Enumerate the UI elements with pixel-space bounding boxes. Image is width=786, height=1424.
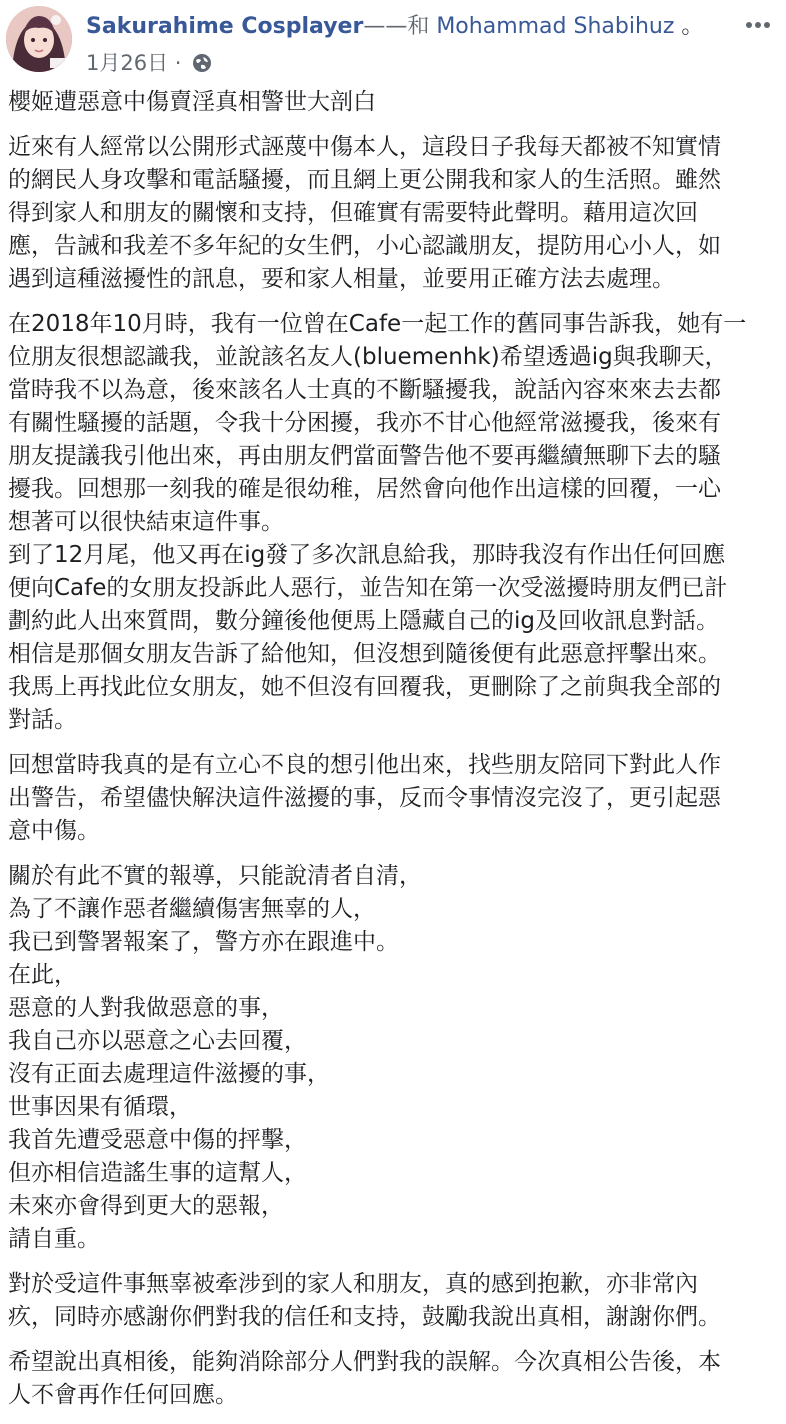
text-line: 位朋友很想認識我，並說該名友人(bluemenhk)希望透過ig與我聊天，	[8, 344, 728, 370]
text-line: 想著可以很快結束這件事。	[8, 509, 284, 535]
with-text: ——和	[363, 14, 430, 39]
text-line: 朋友提議我引他出來，再由朋友們當面警告他不要再繼續無聊下去的騷	[8, 443, 721, 469]
text-line: 惡意的人對我做惡意的事，	[8, 995, 284, 1021]
text-line: 我馬上再找此位女朋友，她不但沒有回覆我，更刪除了之前與我全部的	[8, 674, 721, 700]
text-line: 有關性騷擾的話題，令我十分困擾，我亦不甘心他經常滋擾我，後來有	[8, 410, 721, 436]
post-title-paragraph	[8, 86, 778, 119]
text-line: 劃約此人出來質問，數分鐘後他便馬上隱藏自己的ig及回收訊息對話。	[8, 608, 719, 634]
text-line: 未來亦會得到更大的惡報，	[8, 1193, 284, 1219]
text-line: 我首先遭受惡意中傷的抨擊，	[8, 1127, 307, 1153]
post-title: 櫻姬遭惡意中傷賣淫真相警世大剖白	[8, 89, 376, 115]
text-line: 到了12月尾，他又再在ig發了多次訊息給我，那時我沒有作出任何回應	[8, 542, 726, 568]
more-options-button[interactable]	[740, 10, 776, 40]
text-line: 對於受這件事無辜被牽涉到的家人和朋友，真的感到抱歉，亦非常內	[8, 1271, 698, 1297]
text-line: 的網民人身攻擊和電話騷擾，而且網上更公開我和家人的生活照。雖然	[8, 167, 721, 193]
text-line: 回想當時我真的是有立心不良的想引他出來，找些朋友陪同下對此人作	[8, 752, 721, 778]
text-line: 對話。	[8, 707, 77, 733]
header-end-mark: 。	[681, 14, 704, 39]
text-line: 希望說出真相後，能夠消除部分人們對我的誤解。今次真相公告後，本	[8, 1349, 721, 1375]
post-date-link[interactable]: 1月26日	[86, 51, 169, 75]
text-line: 我自己亦以惡意之心去回覆，	[8, 1028, 307, 1054]
post-meta	[86, 48, 212, 78]
author-name-link[interactable]: Sakurahime Cosplayer	[86, 14, 364, 39]
text-line: 意中傷。	[8, 818, 100, 844]
post-body	[8, 86, 778, 1424]
text-line: 疚，同時亦感謝你們對我的信任和支持，鼓勵我說出真相，謝謝你們。	[8, 1304, 721, 1330]
paragraph-5	[8, 1268, 778, 1334]
avatar-image	[6, 6, 72, 72]
text-line: 關於有此不實的報導，只能說清者自清，	[8, 863, 422, 889]
text-line: 為了不讓作惡者繼續傷害無辜的人，	[8, 896, 376, 922]
paragraph-4	[8, 860, 778, 1256]
globe-icon	[192, 51, 212, 81]
author-avatar[interactable]	[6, 6, 72, 72]
paragraph-6	[8, 1346, 778, 1412]
text-line: 得到家人和朋友的關懷和支持，但確實有需要特此聲明。藉用這次回	[8, 200, 698, 226]
tagged-person-link[interactable]: Mohammad Shabihuz	[436, 14, 675, 39]
text-line: 應，告誡和我差不多年紀的女生們，小心認識朋友，提防用心小人，如	[8, 233, 721, 259]
paragraph-3	[8, 749, 778, 848]
more-dots-icon	[740, 10, 776, 40]
text-line: 出警告，希望儘快解決這件滋擾的事，反而令事情沒完沒了，更引起惡	[8, 785, 721, 811]
text-line: 近來有人經常以公開形式誣蔑中傷本人，這段日子我每天都被不知實情	[8, 134, 721, 160]
text-line: 當時我不以為意，後來該名人士真的不斷騷擾我，說話內容來來去去都	[8, 377, 721, 403]
text-line: 在2018年10月時，我有一位曾在Cafe一起工作的舊同事告訴我，她有一	[8, 311, 747, 337]
paragraph-1	[8, 131, 778, 296]
text-line: 但亦相信造謠生事的這幫人，	[8, 1160, 307, 1186]
text-line: 世事因果有循環，	[8, 1094, 192, 1120]
text-line: 沒有正面去處理這件滋擾的事，	[8, 1061, 330, 1087]
text-line: 請自重。	[8, 1226, 100, 1252]
paragraph-2	[8, 308, 778, 737]
text-line: 我已到警署報案了，警方亦在跟進中。	[8, 929, 399, 955]
text-line: 擾我。回想那一刻我的確是很幼稚，居然會向他作出這樣的回覆，一心	[8, 476, 721, 502]
text-line: 便向Cafe的女朋友投訴此人惡行，並告知在第一次受滋擾時朋友們已計	[8, 575, 728, 601]
meta-separator: ·	[174, 51, 182, 75]
text-line: 在此，	[8, 962, 77, 988]
text-line: 遇到這種滋擾性的訊息，要和家人相量，並要用正確方法去處理。	[8, 266, 675, 292]
text-line: 人不會再作任何回應。	[8, 1382, 238, 1408]
post-header	[86, 10, 776, 44]
text-line: 相信是那個女朋友告訴了給他知，但沒想到隨後便有此惡意抨擊出來。	[8, 641, 721, 667]
